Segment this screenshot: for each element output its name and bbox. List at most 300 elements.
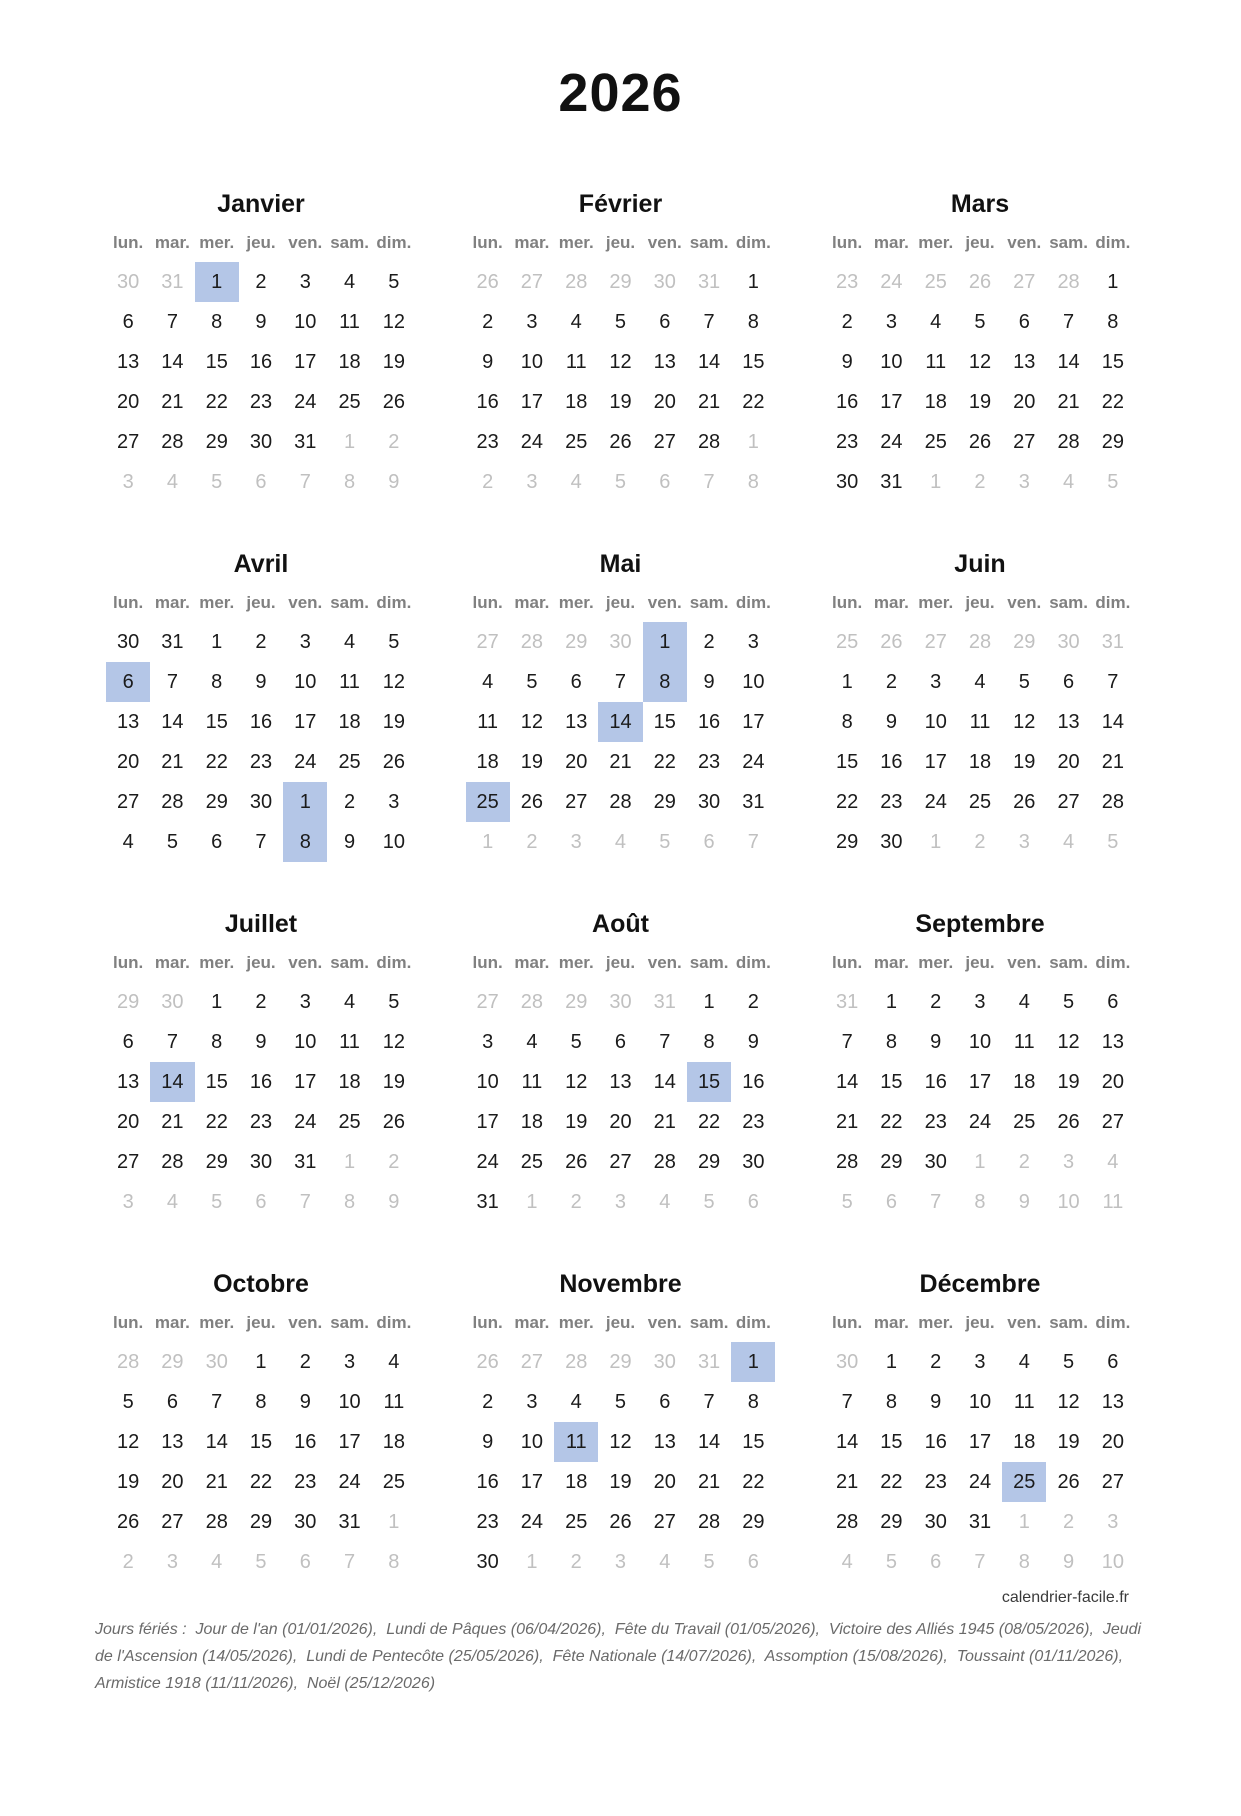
day-cell: 10 [968,1390,992,1413]
adjacent-day-cell: 27 [520,270,544,293]
day-cell: 29 [249,1510,273,1533]
day-cell: 4 [388,1350,400,1373]
weekday-label: mar. [514,233,550,252]
day-cell: 8 [747,310,759,333]
day-cell: 8 [885,1390,897,1413]
day-cell: 12 [609,350,632,373]
day-cell: 27 [1101,1470,1124,1493]
day-cell: 24 [476,1150,499,1173]
month-days-grid [466,584,776,862]
day-cell: 10 [382,830,405,853]
adjacent-day-cell: 29 [609,1350,632,1373]
day-cell: 5 [388,270,400,293]
weekday-label: mer. [199,593,235,612]
day-cell: 29 [653,790,676,813]
adjacent-day-cell: 28 [565,1350,588,1373]
day-cell: 28 [697,430,721,453]
day-cell: 12 [1013,710,1036,733]
day-cell: 9 [747,1030,759,1053]
day-cell: 8 [211,1030,223,1053]
adjacent-day-cell: 4 [166,470,178,493]
weekday-label: jeu. [246,953,276,972]
adjacent-day-cell: 2 [570,1190,582,1213]
weekday-label: jeu. [605,233,636,252]
adjacent-day-cell: 4 [1063,470,1075,493]
day-cell: 1 [841,670,853,693]
adjacent-day-cell: 30 [836,1350,859,1373]
weekday-label: ven. [288,593,323,612]
adjacent-day-cell: 28 [117,1350,140,1373]
day-cell: 6 [614,1030,627,1053]
month-days-grid [825,944,1135,1222]
day-cell: 8 [1107,310,1119,333]
day-cell: 30 [742,1150,765,1173]
day-cell: 11 [1013,1030,1035,1053]
month-title: Février [578,190,663,218]
day-cell: 21 [836,1110,859,1133]
day-cell: 23 [836,430,859,453]
adjacent-day-cell: 31 [653,990,676,1013]
adjacent-day-cell: 4 [841,1550,853,1573]
day-cell: 27 [1101,1110,1124,1133]
weekday-label: mer. [199,1313,235,1332]
adjacent-day-cell: 9 [1063,1550,1075,1573]
day-cell: 4 [344,990,356,1013]
adjacent-day-cell: 5 [255,1550,267,1573]
adjacent-day-cell: 25 [836,630,859,653]
day-cell: 26 [1057,1110,1080,1133]
adjacent-day-cell: 27 [520,1350,544,1373]
year-title: 2026 [558,63,683,123]
weekday-label: lun. [472,593,503,612]
day-cell: 20 [117,750,140,773]
day-cell: 15 [836,750,859,773]
day-cell: 21 [161,750,184,773]
adjacent-day-cell: 8 [747,470,759,493]
adjacent-day-cell: 1 [526,1550,538,1573]
day-cell: 4 [526,1030,538,1053]
month-title: Décembre [919,1270,1041,1298]
month-mars [825,184,1135,502]
day-cell: 14 [836,1430,859,1453]
day-cell: 22 [880,1110,903,1133]
adjacent-day-cell: 5 [211,470,223,493]
adjacent-day-cell: 8 [974,1190,986,1213]
day-cell: 19 [520,750,544,773]
weekday-label: jeu. [605,593,636,612]
day-cell: 25 [1013,1110,1036,1133]
weekday-label: sam. [330,1313,369,1332]
day-cell: 2 [747,990,759,1013]
day-cell: 9 [482,350,494,373]
day-cell: 9 [841,350,853,373]
day-cell: 28 [161,1150,184,1173]
day-cell: 5 [388,990,400,1013]
day-cell: 20 [609,1110,632,1133]
day-cell: 14 [836,1070,859,1093]
day-cell: 21 [1101,750,1124,773]
day-cell: 7 [841,1030,853,1053]
day-cell: 3 [299,630,311,653]
day-cell: 7 [166,670,178,693]
day-cell: 22 [1101,390,1124,413]
day-cell: 7 [1063,310,1075,333]
adjacent-day-cell: 30 [653,1350,676,1373]
day-cell: 2 [344,790,356,813]
adjacent-day-cell: 24 [880,270,903,293]
weekday-label: ven. [1007,953,1042,972]
day-cell: 15 [880,1070,903,1093]
weekday-label: mer. [918,953,954,972]
day-cell: 19 [382,350,405,373]
adjacent-day-cell: 1 [482,830,494,853]
adjacent-day-cell: 9 [388,470,400,493]
adjacent-day-cell: 7 [344,1550,356,1573]
day-cell: 26 [1057,1470,1080,1493]
adjacent-day-cell: 3 [1063,1150,1075,1173]
month-janvier [106,184,416,502]
site-credit: calendrier-facile.fr [1001,1589,1129,1606]
day-cell: 2 [930,990,942,1013]
day-cell: 20 [565,750,588,773]
day-cell: 18 [1013,1430,1036,1453]
adjacent-day-cell: 2 [526,830,538,853]
day-cell: 16 [924,1430,947,1453]
day-cell: 17 [476,1110,499,1133]
day-cell: 13 [161,1430,184,1453]
adjacent-day-cell: 29 [161,1350,184,1373]
day-cell: 3 [388,790,400,813]
day-cell: 4 [930,310,942,333]
day-cell: 18 [520,1110,544,1133]
adjacent-day-cell: 6 [659,470,671,493]
day-cell: 19 [1057,1070,1080,1093]
adjacent-day-cell: 3 [1107,1510,1119,1533]
day-cell: 12 [1057,1030,1080,1053]
day-cell: 18 [565,390,588,413]
adjacent-day-cell: 5 [659,830,671,853]
day-cell: 10 [338,1390,361,1413]
day-cell: 26 [520,790,544,813]
day-cell: 6 [122,310,134,333]
day-cell: 11 [339,670,360,693]
day-cell: 18 [924,390,947,413]
day-cell: 1 [211,990,223,1013]
day-cell: 12 [565,1070,588,1093]
month-days-grid [466,224,776,502]
month-days-grid [825,584,1135,862]
day-cell: 10 [294,1030,317,1053]
day-cell: 26 [382,750,405,773]
holiday-day-cell: 14 [150,1062,194,1102]
day-cell: 17 [520,390,544,413]
holiday-day-cell: 6 [106,662,150,702]
day-cell: 3 [299,270,311,293]
day-cell: 24 [742,750,765,773]
month-fevrier [466,184,776,502]
adjacent-day-cell: 1 [930,830,942,853]
day-cell: 6 [166,1390,178,1413]
day-cell: 10 [742,670,765,693]
day-cell: 23 [476,1510,499,1533]
adjacent-day-cell: 5 [614,470,627,493]
day-cell: 29 [880,1150,903,1173]
adjacent-day-cell: 10 [1057,1190,1080,1213]
adjacent-day-cell: 2 [388,1150,400,1173]
month-title: Août [592,910,649,938]
day-cell: 30 [697,790,721,813]
adjacent-day-cell: 3 [570,830,582,853]
day-cell: 28 [1101,790,1124,813]
day-cell: 23 [880,790,903,813]
day-cell: 7 [255,830,267,853]
day-cell: 7 [841,1390,853,1413]
day-cell: 18 [338,350,361,373]
day-cell: 12 [382,310,405,333]
adjacent-day-cell: 29 [117,990,140,1013]
month-title: Septembre [915,910,1045,938]
day-cell: 16 [880,750,903,773]
day-cell: 9 [885,710,897,733]
adjacent-day-cell: 26 [880,630,903,653]
day-cell: 21 [697,1470,721,1493]
day-cell: 1 [703,990,715,1013]
weekday-label: jeu. [246,233,276,252]
day-cell: 14 [161,710,184,733]
day-cell: 13 [117,710,140,733]
adjacent-day-cell: 29 [565,990,588,1013]
day-cell: 16 [249,710,273,733]
day-cell: 12 [520,710,544,733]
adjacent-day-cell: 28 [520,990,544,1013]
weekday-label: lun. [113,1313,144,1332]
adjacent-day-cell: 6 [885,1190,897,1213]
day-cell: 30 [249,1150,273,1173]
day-cell: 2 [299,1350,311,1373]
day-cell: 5 [526,670,538,693]
day-cell: 13 [117,350,140,373]
day-cell: 17 [924,750,947,773]
day-cell: 27 [117,430,140,453]
day-cell: 24 [294,390,317,413]
day-cell: 10 [924,710,947,733]
month-days-grid [106,944,416,1222]
day-cell: 18 [382,1430,405,1453]
day-cell: 29 [880,1510,903,1533]
day-cell: 9 [299,1390,311,1413]
day-cell: 30 [249,790,273,813]
holiday-day-cell: 1 [731,1342,775,1382]
weekday-label: mar. [514,1313,550,1332]
month-title: Janvier [217,190,305,218]
day-cell: 22 [742,390,765,413]
weekday-label: lun. [832,593,863,612]
day-cell: 14 [205,1430,228,1453]
adjacent-day-cell: 30 [653,270,676,293]
adjacent-day-cell: 7 [930,1190,942,1213]
day-cell: 7 [211,1390,223,1413]
weekday-label: dim. [376,953,412,972]
day-cell: 11 [1013,1390,1035,1413]
day-cell: 5 [570,1030,582,1053]
adjacent-day-cell: 5 [703,1190,715,1213]
weekday-label: mar. [873,593,909,612]
day-cell: 25 [565,1510,588,1533]
weekday-label: lun. [472,953,503,972]
day-cell: 24 [338,1470,361,1493]
day-cell: 21 [161,1110,184,1133]
day-cell: 30 [924,1150,947,1173]
day-cell: 23 [249,1110,273,1133]
weekday-label: lun. [832,1313,863,1332]
adjacent-day-cell: 30 [161,990,184,1013]
month-decembre [825,1264,1135,1582]
day-cell: 18 [476,750,499,773]
day-cell: 27 [161,1510,184,1533]
day-cell: 9 [255,670,267,693]
weekday-label: jeu. [605,953,636,972]
day-cell: 20 [117,390,140,413]
day-cell: 11 [565,350,587,373]
weekday-label: ven. [647,593,682,612]
weekday-label: lun. [113,953,144,972]
day-cell: 23 [249,750,273,773]
day-cell: 9 [482,1430,494,1453]
adjacent-day-cell: 8 [1018,1550,1030,1573]
day-cell: 3 [974,1350,986,1373]
day-cell: 26 [117,1510,140,1533]
adjacent-day-cell: 2 [122,1550,134,1573]
adjacent-day-cell: 25 [924,270,947,293]
day-cell: 5 [614,1390,627,1413]
day-cell: 6 [1107,990,1119,1013]
adjacent-day-cell: 4 [570,470,582,493]
day-cell: 3 [885,310,897,333]
day-cell: 16 [836,390,859,413]
weekday-label: jeu. [605,1313,636,1332]
holiday-day-cell: 1 [195,262,239,302]
adjacent-day-cell: 7 [299,1190,311,1213]
day-cell: 4 [570,1390,582,1413]
day-cell: 13 [1057,710,1080,733]
day-cell: 17 [880,390,903,413]
month-septembre [825,904,1135,1222]
day-cell: 25 [338,1110,361,1133]
month-novembre [466,1264,776,1582]
day-cell: 31 [968,1510,992,1533]
day-cell: 21 [161,390,184,413]
day-cell: 16 [476,1470,499,1493]
weekday-label: lun. [113,593,144,612]
weekday-label: jeu. [965,1313,995,1332]
adjacent-day-cell: 27 [476,990,499,1013]
adjacent-day-cell: 6 [255,1190,267,1213]
adjacent-day-cell: 8 [344,470,356,493]
day-cell: 25 [968,790,992,813]
day-cell: 15 [742,1430,765,1453]
day-cell: 8 [211,310,223,333]
weekday-label: lun. [113,233,144,252]
adjacent-day-cell: 6 [747,1550,759,1573]
day-cell: 20 [117,1110,140,1133]
day-cell: 27 [117,790,140,813]
day-cell: 4 [344,630,356,653]
adjacent-day-cell: 26 [476,270,499,293]
day-cell: 19 [968,390,992,413]
weekday-label: jeu. [965,593,995,612]
day-cell: 11 [969,710,991,733]
adjacent-day-cell: 4 [659,1550,671,1573]
day-cell: 15 [1101,350,1124,373]
adjacent-day-cell: 10 [1101,1550,1124,1573]
adjacent-day-cell: 2 [570,1550,582,1573]
day-cell: 7 [703,1390,715,1413]
weekday-label: dim. [735,953,771,972]
month-days-grid [466,1304,776,1582]
day-cell: 18 [1013,1070,1036,1093]
day-cell: 11 [925,350,947,373]
weekday-label: lun. [472,1313,503,1332]
month-days-grid [106,1304,416,1582]
day-cell: 17 [338,1430,361,1453]
weekday-label: mar. [154,1313,190,1332]
month-mai [466,544,776,862]
day-cell: 31 [880,470,903,493]
day-cell: 30 [924,1510,947,1533]
day-cell: 16 [294,1430,317,1453]
weekday-label: ven. [647,953,682,972]
day-cell: 2 [482,1390,494,1413]
holiday-day-cell: 1 [643,622,687,662]
holiday-day-cell: 8 [283,822,327,862]
day-cell: 19 [117,1470,140,1493]
adjacent-day-cell: 28 [968,630,992,653]
day-cell: 26 [565,1150,588,1173]
month-juin [825,544,1135,862]
adjacent-day-cell: 26 [968,270,992,293]
weekday-label: mer. [558,1313,594,1332]
day-cell: 15 [205,710,228,733]
day-cell: 20 [1013,390,1036,413]
month-title: Novembre [559,1270,682,1298]
adjacent-day-cell: 7 [974,1550,986,1573]
weekday-label: dim. [376,1313,412,1332]
day-cell: 3 [482,1030,494,1053]
holiday-day-cell: 25 [466,782,510,822]
day-cell: 7 [1107,670,1119,693]
day-cell: 22 [880,1470,903,1493]
day-cell: 17 [294,1070,317,1093]
day-cell: 7 [166,1030,178,1053]
day-cell: 23 [697,750,721,773]
day-cell: 16 [476,390,499,413]
adjacent-day-cell: 27 [924,630,947,653]
day-cell: 3 [526,310,538,333]
day-cell: 2 [885,670,897,693]
day-cell: 27 [565,790,588,813]
day-cell: 26 [382,1110,405,1133]
day-cell: 7 [659,1030,671,1053]
adjacent-day-cell: 1 [747,430,759,453]
day-cell: 11 [383,1390,405,1413]
month-title: Juin [954,550,1006,578]
day-cell: 8 [841,710,853,733]
adjacent-day-cell: 1 [974,1150,986,1173]
weekday-label: mer. [918,1313,954,1332]
weekday-label: dim. [376,233,412,252]
adjacent-day-cell: 31 [1101,630,1124,653]
day-cell: 4 [482,670,494,693]
